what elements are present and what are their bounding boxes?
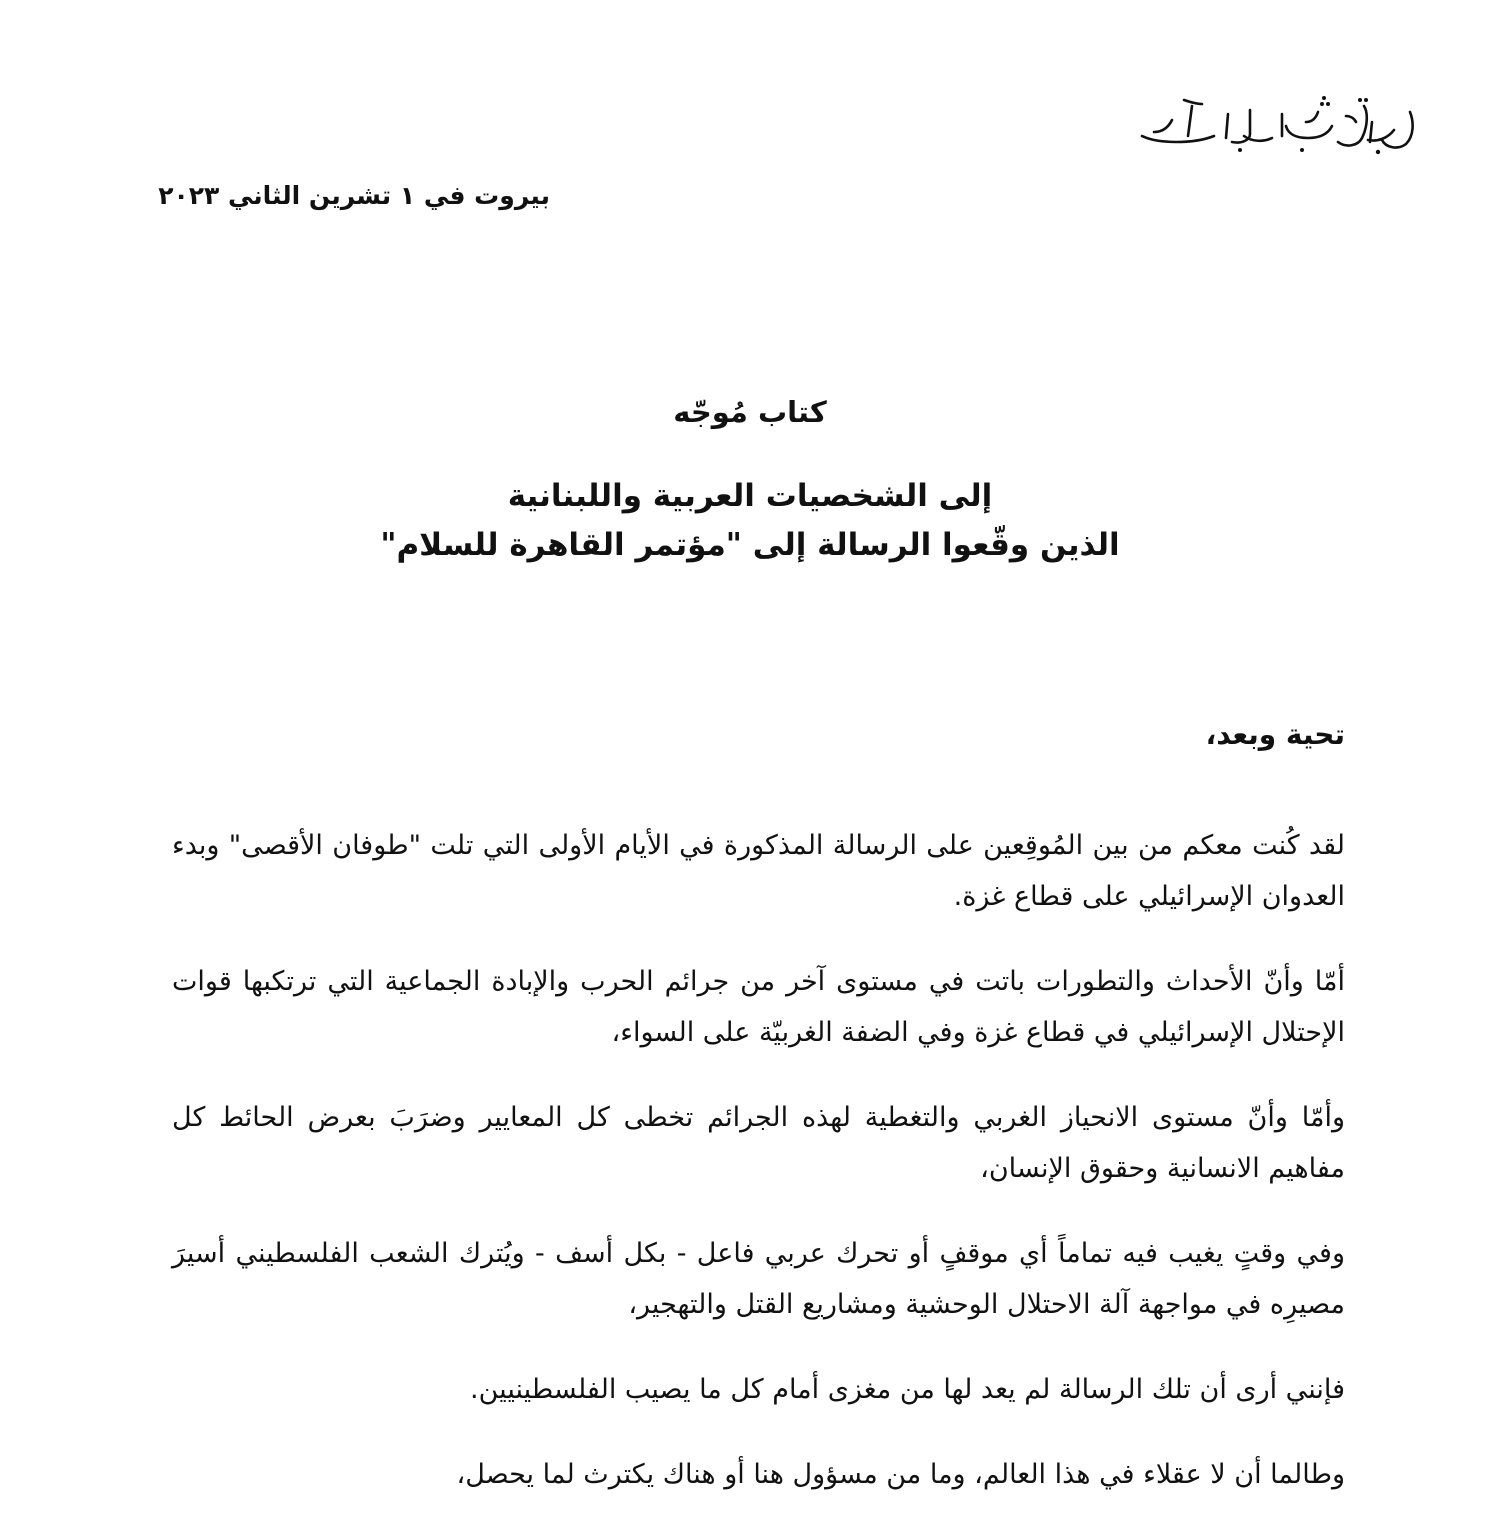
paragraph: وطالما أن لا عقلاء في هذا العالم، وما من مسؤول هنا أو هناك يكترث لما يحصل، [456, 1459, 1345, 1490]
signature-logo [1132, 92, 1422, 162]
addressee-line-1: إلى الشخصيات العربية واللبنانية [507, 478, 993, 514]
date-line: بيروت في ١ تشرين الثاني ٢٠٢٣ [158, 181, 550, 210]
letter-title: كتاب مُوجّه [673, 395, 827, 429]
signature-calligraphy-icon [1132, 92, 1422, 162]
greeting: تحية وبعد، [1205, 718, 1345, 751]
paragraph: وفي وقتٍ يغيب فيه تماماً أي موقفٍ أو تحرك عربي فاعل - بكل أسف - ويُترك الشعب الفلسطيني أسيرَ مصيرِه في مواجهة آلة الاحتلال الوحشية ومشاريع القتل والتهجير، [172, 1238, 1345, 1320]
paragraph: لقد كُنت معكم من بين المُوقِعين على الرسالة المذكورة في الأيام الأولى التي تلت "طوفان الأقصى" وبدء العدوان الإسرائيلي على قطاع غزة. [172, 830, 1345, 912]
paragraph: وأمّا وأنّ مستوى الانحياز الغربي والتغطية لهذه الجرائم تخطى كل المعايير وضرَبَ بعرض الحائط كل مفاهيم الانسانية وحقوق الإنسان، [172, 1102, 1345, 1184]
addressee-line-2: الذين وقّعوا الرسالة إلى "مؤتمر القاهرة للسلام" [380, 527, 1120, 563]
letter-body [172, 712, 1345, 1534]
paragraph: أمّا وأنّ الأحداث والتطورات باتت في مستوى آخر من جرائم الحرب والإبادة الجماعية التي ترتكبها قوات الإحتلال الإسرائيلي في قطاع غزة وفي الضفة الغربيّة على السواء، [172, 966, 1345, 1048]
paragraph: فإنني أرى أن تلك الرسالة لم يعد لها من مغزى أمام كل ما يصيب الفلسطينيين. [470, 1374, 1345, 1405]
